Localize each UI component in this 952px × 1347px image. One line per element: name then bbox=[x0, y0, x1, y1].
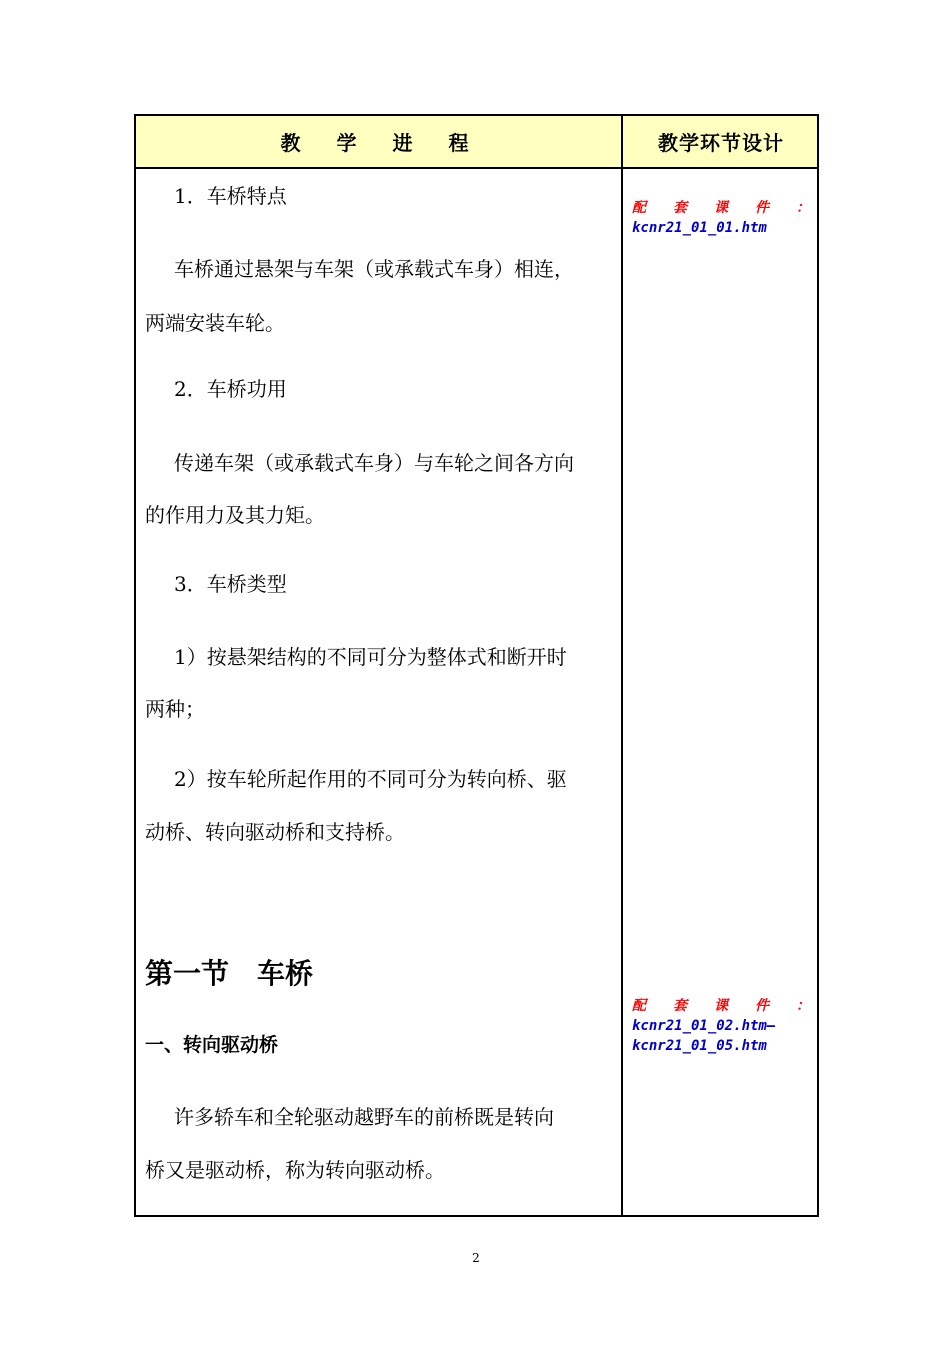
courseware-file-link: kcnr21_01_01.htm bbox=[632, 220, 767, 236]
table-header bbox=[136, 116, 817, 169]
paragraph-line: 许多轿车和全轮驱动越野车的前桥既是转向 bbox=[174, 1105, 554, 1129]
paragraph-axle-features: 1．车桥特点 bbox=[174, 184, 287, 208]
paragraph-line: 车桥通过悬架与车架（或承载式车身）相连， bbox=[174, 257, 574, 281]
paragraph-line: 桥又是驱动桥，称为转向驱动桥。 bbox=[145, 1158, 445, 1182]
paragraph-line: 两种； bbox=[145, 697, 205, 721]
header-teaching-process bbox=[136, 116, 621, 167]
header-char: 程 bbox=[448, 131, 477, 155]
courseware-file-link: kcnr21_01_02.htm— bbox=[632, 1018, 776, 1034]
section-title: 第一节 车桥 bbox=[145, 957, 314, 990]
subsection-title: 一、转向驱动桥 bbox=[145, 1034, 279, 1056]
courseware-label: 配 套 课 件 ： bbox=[632, 998, 810, 1014]
page-number: 2 bbox=[472, 1251, 480, 1265]
courseware-file-link: kcnr21_01_05.htm bbox=[632, 1038, 767, 1054]
courseware-note-2 bbox=[632, 996, 810, 1056]
courseware-note-1 bbox=[632, 198, 810, 238]
paragraph-line: 动桥、转向驱动桥和支持桥。 bbox=[145, 820, 405, 844]
paragraph-line: 两端安装车轮。 bbox=[145, 311, 285, 335]
paragraph-line: 的作用力及其力矩。 bbox=[145, 503, 325, 527]
courseware-label: 配 套 课 件 ： bbox=[632, 200, 810, 216]
header-char: 教 bbox=[280, 131, 309, 155]
paragraph-line: 传递车架（或承载式车身）与车轮之间各方向 bbox=[174, 451, 574, 475]
paragraph-axle-types: 3．车桥类型 bbox=[174, 572, 287, 596]
paragraph-line: 2）按车轮所起作用的不同可分为转向桥、驱 bbox=[174, 767, 567, 791]
header-teaching-design: 教学环节设计 bbox=[658, 131, 784, 155]
header-char: 学 bbox=[336, 131, 365, 155]
lesson-table bbox=[134, 114, 819, 1217]
paragraph-axle-function: 2．车桥功用 bbox=[174, 377, 287, 401]
header-char: 进 bbox=[392, 131, 421, 155]
paragraph-line: 1）按悬架结构的不同可分为整体式和断开时 bbox=[174, 645, 567, 669]
